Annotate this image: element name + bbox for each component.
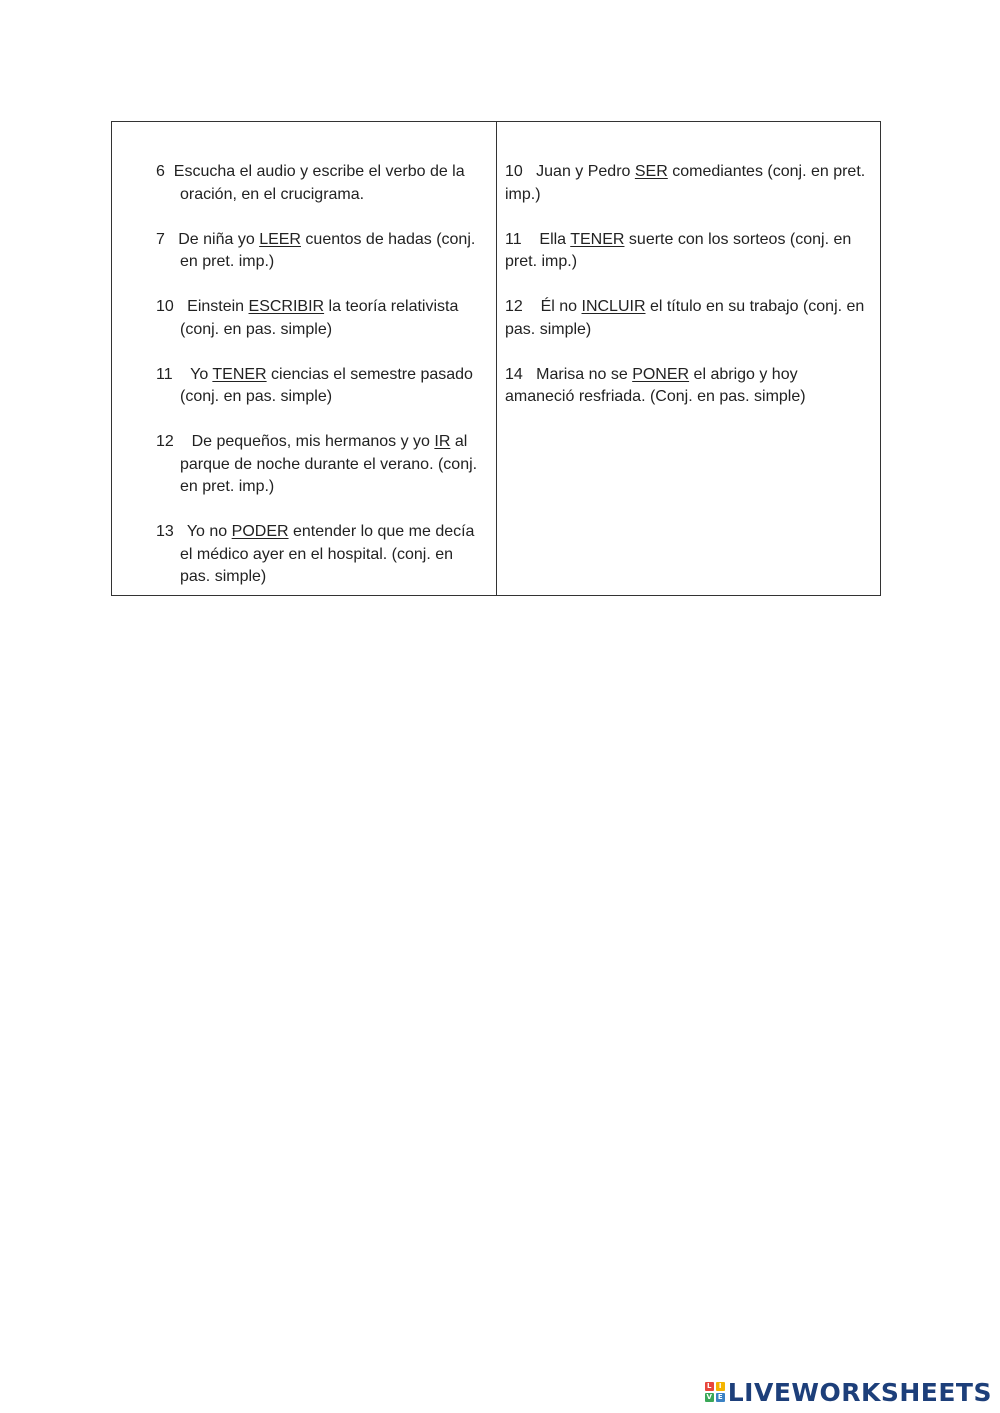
item-number: 11: [156, 365, 173, 383]
item-text: De niña yo: [178, 230, 260, 248]
left-item-4: [156, 364, 486, 409]
item-number: 12: [156, 433, 174, 450]
verb: INCLUIR: [581, 298, 646, 315]
item-text: Einstein: [187, 298, 249, 315]
logo-tile: I: [716, 1382, 725, 1391]
item-text: Yo no: [186, 523, 232, 540]
brand-text: LIVEWORKSHEETS: [727, 1377, 992, 1407]
item-number: 10: [156, 298, 174, 315]
item-number: 11: [505, 230, 522, 248]
verb: TENER: [570, 230, 625, 248]
logo-tile: E: [716, 1393, 725, 1402]
item-text-after: cuentos de hadas (conj. en pret. imp.): [180, 230, 476, 270]
item-text-after: entender lo que me decía el médico ayer en el hospital. (conj. en pas. simple): [180, 523, 475, 585]
liveworksheets-logo-icon: [705, 1382, 725, 1402]
right-item-3: [505, 296, 870, 341]
item-text: Marisa no se: [536, 365, 633, 383]
item-text: Escucha el audio y escribe el verbo de la oración, en el crucigrama.: [173, 163, 465, 203]
left-item-2: [156, 229, 486, 274]
verb: LEER: [259, 230, 301, 248]
verb: TENER: [212, 365, 267, 383]
verb: IR: [434, 433, 451, 450]
item-number: 10: [505, 163, 523, 180]
logo-tile: V: [706, 1393, 712, 1401]
item-text-after: el abrigo y hoy amaneció resfriada. (Conj. en pas. simple): [505, 365, 806, 405]
verb: ESCRIBIR: [248, 298, 325, 315]
verb: PODER: [231, 523, 289, 540]
right-item-2: [505, 229, 870, 274]
item-text: Yo: [190, 365, 213, 383]
exercise-table: [111, 121, 881, 596]
left-item-3: [156, 296, 486, 341]
item-text: Él no: [540, 298, 582, 315]
item-text-after: comediantes (conj. en pret. imp.): [505, 163, 866, 203]
item-text: Ella: [539, 230, 571, 248]
left-item-1: [156, 161, 486, 206]
item-text-after: suerte con los sorteos (conj. en pret. imp.): [505, 230, 852, 270]
verb: PONER: [632, 365, 690, 383]
right-item-1: [505, 161, 870, 206]
item-text-after: ciencias el semestre pasado (conj. en pas. simple): [180, 365, 473, 405]
right-item-4: [505, 364, 870, 409]
item-text-after: la teoría relativista (conj. en pas. simple): [180, 298, 459, 338]
item-text-after: al parque de noche durante el verano. (conj. en pret. imp.): [180, 433, 478, 495]
logo-tile: L: [705, 1382, 714, 1391]
item-text-after: el título en su trabajo (conj. en pas. simple): [505, 298, 865, 338]
left-item-5: [156, 431, 486, 499]
left-item-6: [156, 521, 486, 589]
item-number: 13: [156, 523, 174, 540]
left-column: [112, 122, 497, 595]
right-column: [497, 122, 880, 595]
liveworksheets-brand: [705, 1377, 992, 1407]
item-number: 12: [505, 298, 523, 315]
verb: SER: [634, 163, 668, 180]
item-text: Juan y Pedro: [536, 163, 635, 180]
item-number: 7: [156, 230, 165, 248]
item-number: 6: [156, 163, 165, 180]
item-text: De pequeños, mis hermanos y yo: [191, 433, 435, 450]
item-number: 14: [505, 365, 523, 383]
